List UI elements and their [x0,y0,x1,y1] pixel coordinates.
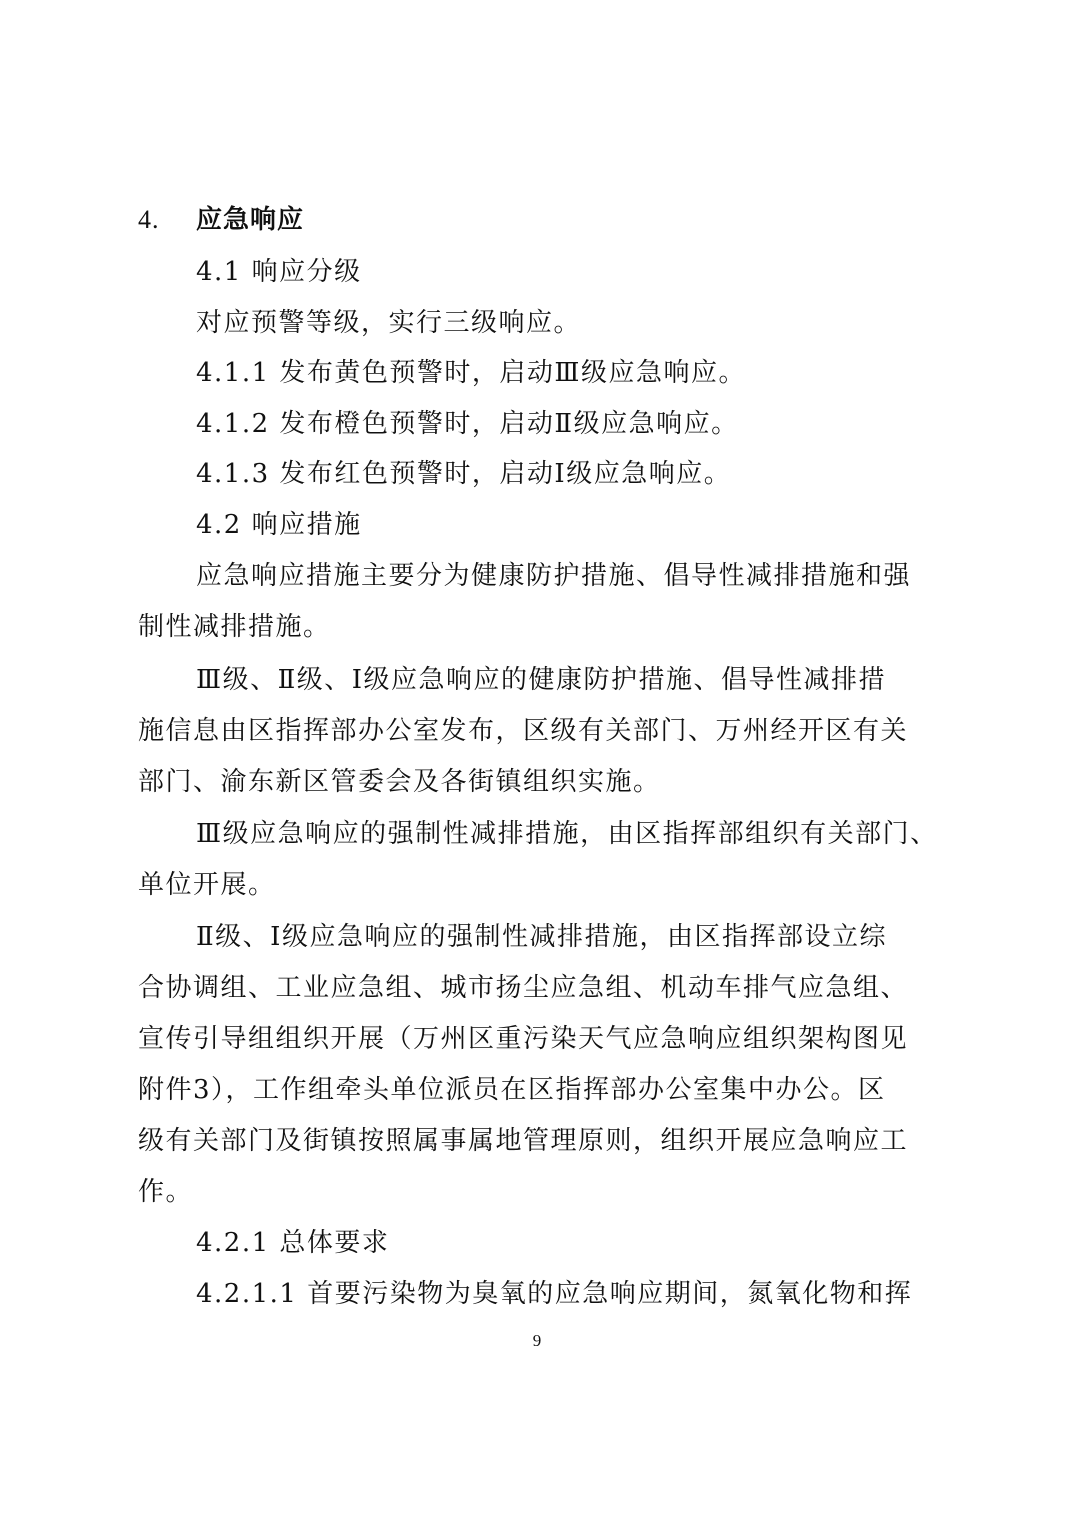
clause-4-2-1-1: 4.2.1.1 首要污染物为臭氧的应急响应期间，氮氧化物和挥 [196,1279,913,1309]
paragraph-line: 附件3），工作组牵头单位派员在区指挥部办公室集中办公。区 [138,1075,886,1105]
subheading-4-2-1: 4.2.1 总体要求 [196,1228,390,1258]
subheading-4-1: 4.1 响应分级 [196,257,362,287]
section-number: 4. [138,205,160,234]
paragraph-line: 宣传引导组组织开展（万州区重污染天气应急响应组织架构图见 [138,1024,909,1054]
paragraph-line: 对应预警等级，实行三级响应。 [196,308,582,338]
paragraph-line: 合协调组、工业应急组、城市扬尘应急组、机动车排气应急组、 [138,973,909,1003]
paragraph-line: 应急响应措施主要分为健康防护措施、倡导性减排措施和强 [196,561,912,591]
paragraph-line: 制性减排措施。 [138,612,331,642]
paragraph-line: Ⅲ级、Ⅱ级、Ⅰ级应急响应的健康防护措施、倡导性减排措 [196,665,887,695]
subheading-4-2: 4.2 响应措施 [196,510,362,540]
paragraph-line: 级有关部门及街镇按照属事属地管理原则，组织开展应急响应工 [138,1126,909,1156]
paragraph-line: Ⅲ级应急响应的强制性减排措施，由区指挥部组织有关部门、 [196,819,938,849]
paragraph-line: 部门、渝东新区管委会及各街镇组织实施。 [138,767,661,797]
paragraph-line: Ⅱ级、Ⅰ级应急响应的强制性减排措施，由区指挥部设立综 [196,922,887,952]
clause-4-1-2: 4.1.2 发布橙色预警时，启动Ⅱ级应急响应。 [196,409,739,439]
section-title: 应急响应 [196,205,305,235]
clause-4-1-3: 4.1.3 发布红色预警时，启动Ⅰ级应急响应。 [196,459,732,489]
paragraph-line: 作。 [138,1177,194,1207]
clause-4-1-1: 4.1.1 发布黄色预警时，启动Ⅲ级应急响应。 [196,358,746,388]
section-heading [138,203,304,237]
paragraph-line: 施信息由区指挥部办公室发布，区级有关部门、万州经开区有关 [138,716,909,746]
paragraph-line: 单位开展。 [138,870,276,900]
page-number: 9 [532,1331,542,1350]
